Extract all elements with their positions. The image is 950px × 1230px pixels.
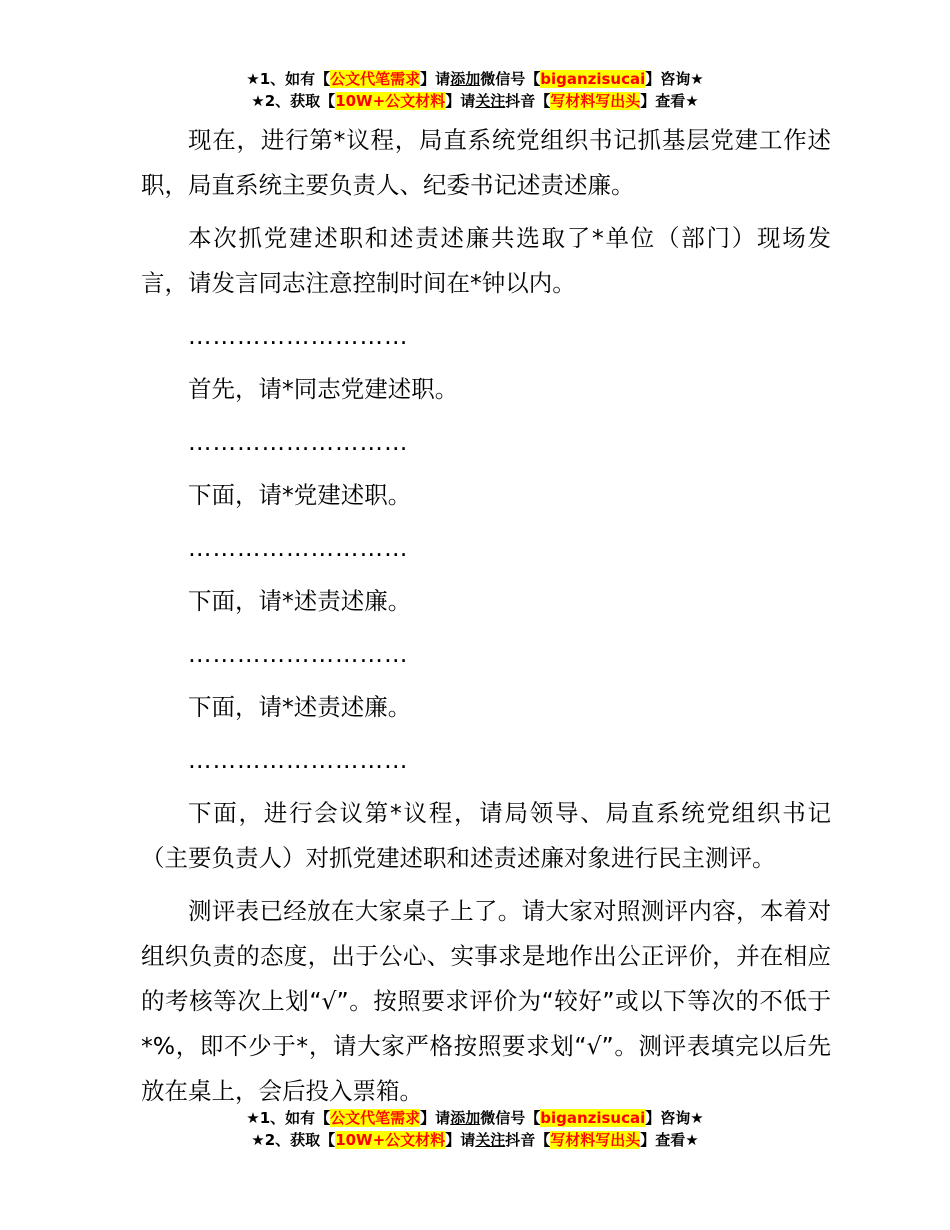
footer-line-2-emphasis: 关注 bbox=[475, 1131, 506, 1149]
footer-line-2-highlight-douyin: 写材料写出头 bbox=[550, 1131, 641, 1149]
footer-banner bbox=[0, 1107, 950, 1151]
header-line-2-prefix: ★2、获取【 bbox=[251, 92, 336, 110]
footer-line-1-prefix: ★1、如有【 bbox=[246, 1109, 331, 1127]
footer-line-1-emphasis: 添加 bbox=[450, 1109, 481, 1127]
footer-line-2-highlight-materials: 10W+公文材料 bbox=[335, 1131, 446, 1149]
paragraph-evaluation-agenda: 下面，进行会议第*议程，请局领导、局直系统党组织书记（主要负责人）对抓党建述职和述责述廉对象进行民主测评。 bbox=[141, 799, 831, 872]
header-line-2-mid2: 抖音【 bbox=[505, 92, 551, 110]
header-line-2-mid: 】请 bbox=[445, 92, 476, 110]
footer-line-2-mid2: 抖音【 bbox=[505, 1131, 551, 1149]
header-line-1-highlight-service: 公文代笔需求 bbox=[330, 70, 421, 88]
header-line-2-highlight-materials: 10W+公文材料 bbox=[335, 92, 446, 110]
footer-line-1-highlight-wechat: biganzisucai bbox=[540, 1109, 646, 1127]
paragraph-speaker-notice: 本次抓党建述职和述责述廉共选取了*单位（部门）现场发言，请发言同志注意控制时间在*钟以内。 bbox=[141, 224, 831, 297]
paragraph-next-integrity-1: 下面，请*述责述廉。 bbox=[188, 587, 412, 615]
ellipsis-separator: ……………………… bbox=[188, 746, 409, 774]
paragraph-evaluation-instructions: 测评表已经放在大家桌子上了。请大家对照测评内容，本着对组织负责的态度，出于公心、实事求是地作出公正评价，并在相应的考核等次上划“√”。按照要求评价为“较好”或以下等次的不低于*%，即不少于*，请大家严格按照要求划“√”。测评表填完以后先放在桌上，会后投入票箱。 bbox=[141, 897, 831, 1105]
footer-line-2 bbox=[0, 1129, 950, 1151]
header-line-1-mid: 】请 bbox=[420, 70, 451, 88]
document-body bbox=[141, 118, 831, 1122]
paragraph-opening: 现在，进行第*议程，局直系统党组织书记抓基层党建工作述职，局直系统主要负责人、纪委书记述责述廉。 bbox=[141, 126, 831, 199]
header-line-1 bbox=[0, 68, 950, 90]
paragraph-next-party-building: 下面，请*党建述职。 bbox=[188, 481, 412, 509]
header-line-2-suffix: 】查看★ bbox=[640, 92, 699, 110]
footer-line-1 bbox=[0, 1107, 950, 1129]
ellipsis-separator: ……………………… bbox=[188, 534, 409, 562]
header-banner bbox=[0, 68, 950, 112]
header-line-1-suffix: 】咨询★ bbox=[645, 70, 704, 88]
footer-line-2-suffix: 】查看★ bbox=[640, 1131, 699, 1149]
header-line-1-emphasis: 添加 bbox=[450, 70, 481, 88]
header-line-2-emphasis: 关注 bbox=[475, 92, 506, 110]
header-line-1-prefix: ★1、如有【 bbox=[246, 70, 331, 88]
paragraph-first-speaker: 首先，请*同志党建述职。 bbox=[188, 375, 459, 403]
footer-line-1-highlight-service: 公文代笔需求 bbox=[330, 1109, 421, 1127]
footer-line-2-prefix: ★2、获取【 bbox=[251, 1131, 336, 1149]
ellipsis-separator: ……………………… bbox=[188, 640, 409, 668]
footer-line-2-mid: 】请 bbox=[445, 1131, 476, 1149]
header-line-1-highlight-wechat: biganzisucai bbox=[540, 70, 646, 88]
ellipsis-separator: ……………………… bbox=[188, 322, 409, 350]
footer-line-1-mid: 】请 bbox=[420, 1109, 451, 1127]
header-line-2 bbox=[0, 90, 950, 112]
footer-line-1-suffix: 】咨询★ bbox=[645, 1109, 704, 1127]
footer-line-1-mid2: 微信号【 bbox=[480, 1109, 541, 1127]
paragraph-next-integrity-2: 下面，请*述责述廉。 bbox=[188, 693, 412, 721]
header-line-1-mid2: 微信号【 bbox=[480, 70, 541, 88]
header-line-2-highlight-douyin: 写材料写出头 bbox=[550, 92, 641, 110]
ellipsis-separator: ……………………… bbox=[188, 428, 409, 456]
